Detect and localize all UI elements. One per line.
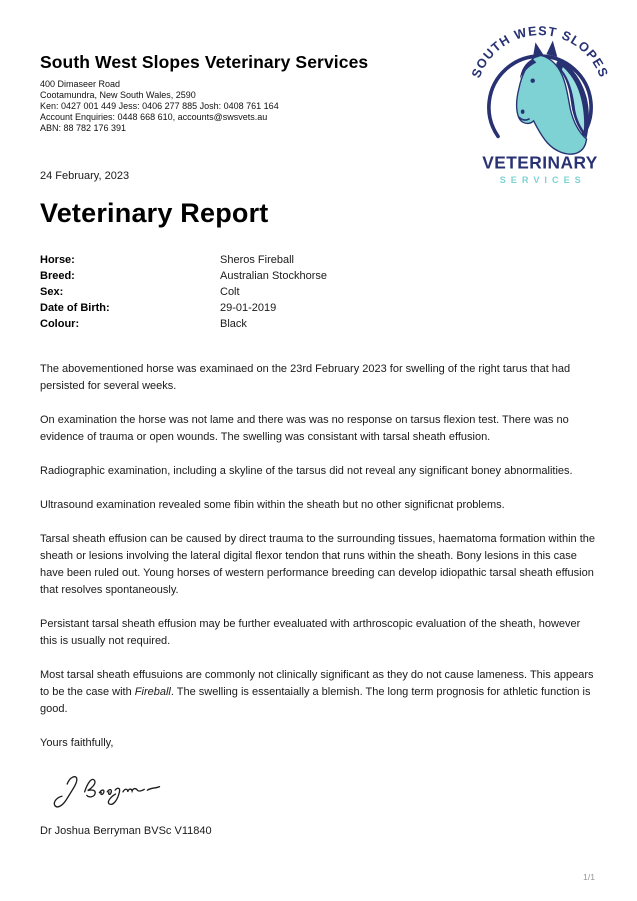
logo-arc-text: SOUTH WEST SLOPES: [468, 22, 612, 80]
body-paragraph: Persistant tarsal sheath effusion may be further evealuated with arthroscopic evaluation of the sheath, however this is usually not required.: [40, 618, 581, 647]
body-paragraph-closing: [40, 667, 597, 718]
logo-veterinary-text: VETERINARY: [482, 152, 598, 173]
detail-row-horse: [40, 252, 597, 268]
valediction: Yours faithfully,: [40, 737, 114, 749]
detail-row-colour: [40, 316, 597, 332]
detail-value: Black: [220, 318, 247, 330]
detail-value: Sheros Fireball: [220, 254, 294, 266]
detail-value: 29-01-2019: [220, 302, 277, 314]
report-body: [40, 361, 597, 752]
abn-line: ABN: 88 782 176 391: [40, 123, 127, 133]
detail-label: Horse:: [40, 254, 75, 266]
letterhead: [40, 52, 440, 134]
signature-icon: [48, 769, 170, 813]
address-line-1: 400 Dimaseer Road: [40, 79, 121, 89]
phone-line: Ken: 0427 001 449 Jess: 0406 277 885 Josh: 0408 761 164: [40, 101, 279, 111]
closing-text-after: . The swelling is essentaially a blemish. The long term prognosis for athletic function is good.: [40, 686, 591, 715]
detail-row-sex: [40, 284, 597, 300]
logo-services-text: SERVICES: [499, 174, 586, 185]
horse-details-table: [40, 252, 597, 332]
body-paragraph: Radiographic examination, including a skyline of the tarsus did not reveal any significant boney abnormalities.: [40, 465, 573, 477]
detail-label: Breed:: [40, 270, 75, 282]
detail-value: Australian Stockhorse: [220, 270, 327, 282]
detail-value: Colt: [220, 286, 240, 298]
page-title: Veterinary Report: [40, 198, 269, 228]
body-paragraph: On examination the horse was not lame and there was was no response on tarsus flexion test. There was no evidence of trauma or open wounds. The swelling was consistant with tarsal sheath effusion.: [40, 414, 569, 443]
report-date: 24 February, 2023: [40, 170, 130, 182]
accounts-line: Account Enquiries: 0448 668 610, accounts@swsvets.au: [40, 112, 268, 122]
detail-row-dob: [40, 300, 597, 316]
detail-label: Sex:: [40, 286, 64, 298]
signature: [48, 769, 597, 818]
practice-name: South West Slopes Veterinary Services: [40, 52, 369, 72]
body-paragraph: Tarsal sheath effusion can be caused by direct trauma to the surrounding tissues, haematoma formation within the sheath or lesions involving the lateral digital flexor tendon that runs within the sheath. Bony lesions in this case have been ruled out. Young horses of western performance breeding can develop idiopathic tarsal sheath effusion that resolves spontaneously.: [40, 533, 595, 596]
page-indicator: 1/1: [583, 872, 595, 882]
vet-name: Dr Joshua Berryman BVSc V11840: [40, 825, 212, 837]
detail-row-breed: [40, 268, 597, 284]
detail-label: Colour:: [40, 318, 80, 330]
closing-text-before: Most tarsal sheath effusuions are commonly not clinically significant as they do not cause lameness. This appears to be the case with: [40, 669, 594, 698]
address-line-2: Cootamundra, New South Wales, 2590: [40, 90, 196, 100]
report-content: [40, 170, 597, 838]
body-paragraph: Ultrasound examination revealed some fibin within the sheath but no other significnat problems.: [40, 499, 505, 511]
body-paragraph: The abovementioned horse was examinaed on the 23rd February 2023 for swelling of the right tarus that had persisted for several weeks.: [40, 363, 571, 392]
detail-label: Date of Birth:: [40, 302, 110, 314]
horse-name-italic: Fireball: [134, 686, 171, 698]
